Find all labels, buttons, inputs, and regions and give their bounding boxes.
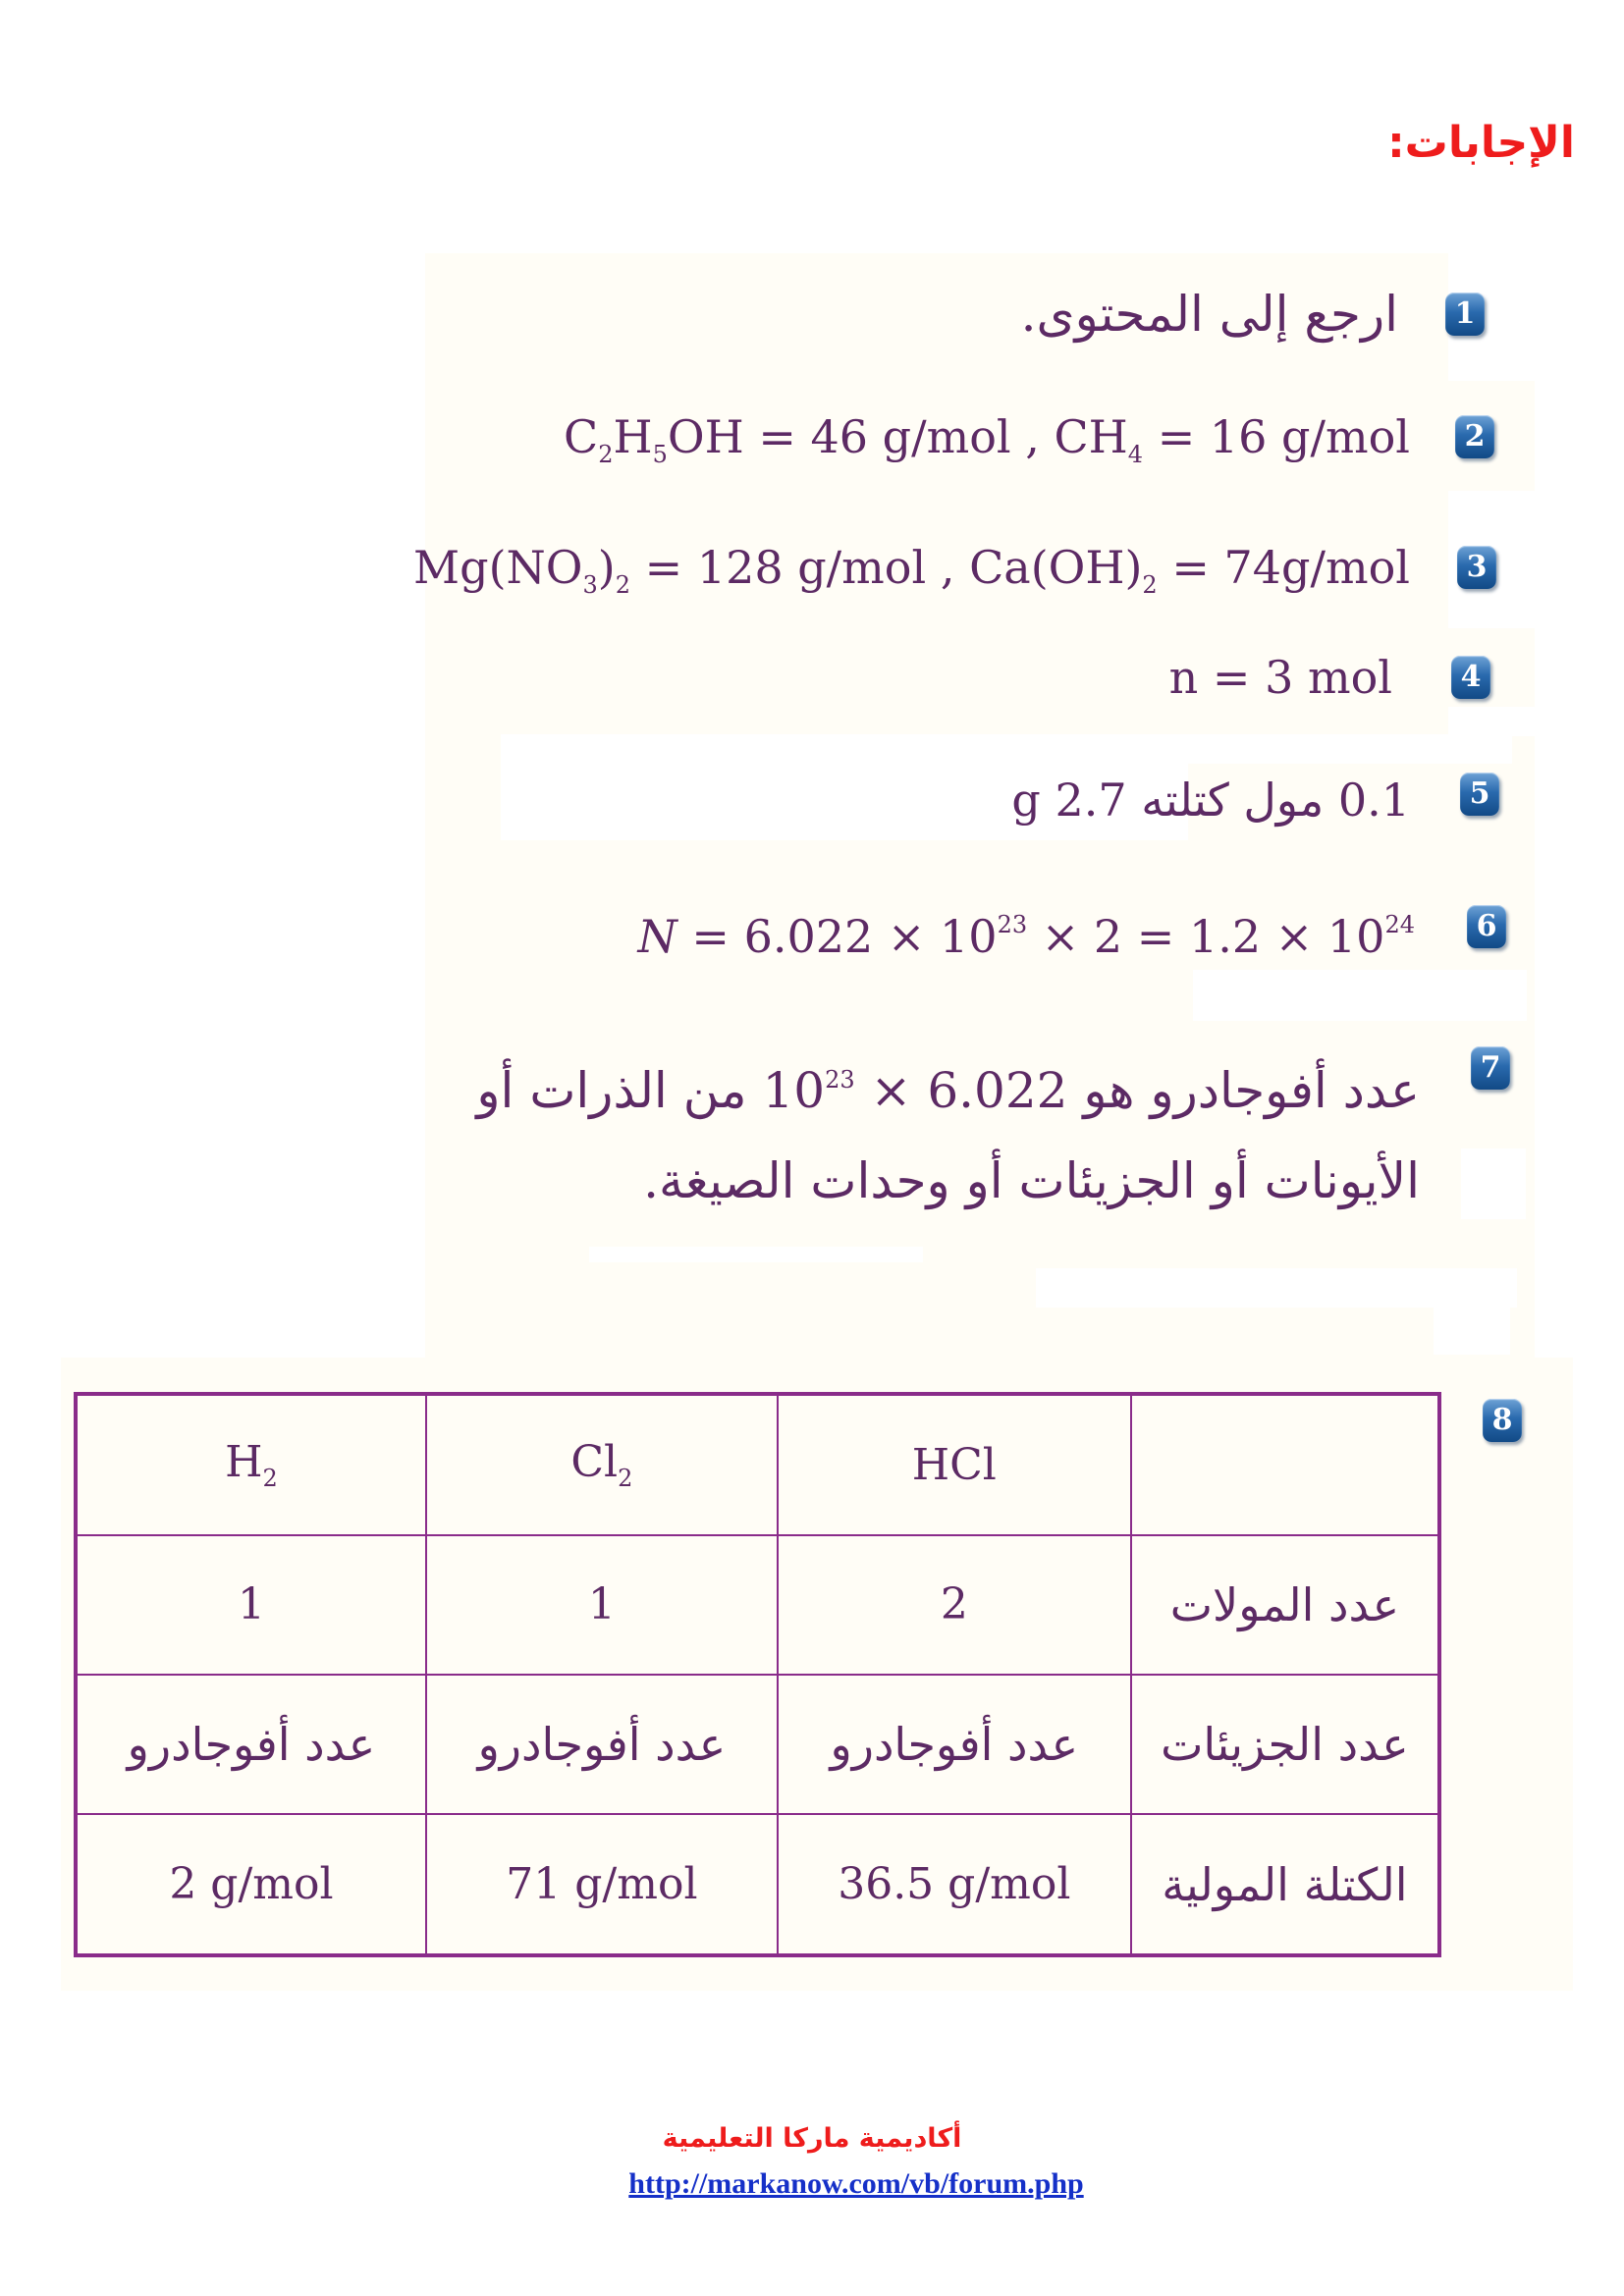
header-hcl: HCl xyxy=(778,1394,1131,1535)
answer-number-6: 6 xyxy=(1467,905,1506,948)
formula-part: = 16 g/mol xyxy=(1143,410,1410,463)
answer-number-1: 1 xyxy=(1445,293,1485,336)
answer-7-superscript: 23 xyxy=(825,1066,855,1094)
formula-part: OH = 46 g/mol , CH xyxy=(667,410,1128,463)
answer-7-part: من الذرات أو xyxy=(476,1062,763,1119)
formula-part: = 74g/mol xyxy=(1157,541,1410,594)
header-h2-subscript: 2 xyxy=(262,1465,278,1493)
cell-h2: 1 xyxy=(76,1535,426,1675)
formula-part: × 2 = 1.2 × 10 xyxy=(1027,910,1385,963)
cell-hcl: 2 xyxy=(778,1535,1131,1675)
answer-number-3: 3 xyxy=(1457,546,1496,589)
scan-artifact xyxy=(1193,970,1527,1021)
answer-number-2: 2 xyxy=(1455,415,1494,458)
scan-artifact xyxy=(1461,1148,1526,1219)
formula-part: N xyxy=(637,910,677,963)
formula-subscript: 2 xyxy=(1142,571,1158,599)
row-label: عدد المولات xyxy=(1131,1535,1439,1675)
answer-7-part: عدد أفوجادرو هو 6.022 × 10 xyxy=(762,1062,1420,1119)
answer-number-5: 5 xyxy=(1460,773,1499,816)
scan-artifact xyxy=(589,1247,923,1262)
formula-part: ) xyxy=(597,541,616,594)
formula-superscript: 24 xyxy=(1384,911,1415,938)
formula-part: C xyxy=(563,410,599,463)
formula-subscript: 2 xyxy=(598,441,614,468)
formula-part: H xyxy=(613,410,653,463)
table-row xyxy=(76,1535,1439,1675)
table-header-row xyxy=(76,1394,1439,1535)
cell-cl2: عدد أفوجادرو xyxy=(426,1675,778,1814)
answer-4-text: n = 3 mol xyxy=(1168,651,1392,704)
scan-artifact xyxy=(1448,707,1542,736)
footer-academy-name: أكاديمية ماركا التعليمية xyxy=(662,2123,962,2154)
answer-7-line-1 xyxy=(476,1050,1420,1120)
row-label: الكتلة المولية xyxy=(1131,1814,1439,1955)
answer-number-7: 7 xyxy=(1471,1046,1510,1090)
page-heading: الإجابات: xyxy=(1387,118,1575,168)
answer-3-formula xyxy=(413,538,1410,614)
table-row xyxy=(76,1814,1439,1955)
cell-hcl: عدد أفوجادرو xyxy=(778,1675,1131,1814)
cell-hcl: 36.5 g/mol xyxy=(778,1814,1131,1955)
cell-cl2: 71 g/mol xyxy=(426,1814,778,1955)
header-h2 xyxy=(76,1394,426,1535)
cell-cl2: 1 xyxy=(426,1535,778,1675)
formula-subscript: 2 xyxy=(615,571,631,599)
answer-5-text: 0.1 مول كتلته 2.7 g xyxy=(1011,774,1410,827)
formula-part: = 6.022 × 10 xyxy=(677,910,998,963)
cell-h2: عدد أفوجادرو xyxy=(76,1675,426,1814)
header-cl2-symbol: Cl xyxy=(570,1437,619,1488)
header-blank xyxy=(1131,1394,1439,1535)
footer-forum-link[interactable]: http://markanow.com/vb/forum.php xyxy=(628,2167,1084,2200)
header-cl2-subscript: 2 xyxy=(618,1465,633,1493)
formula-subscript: 5 xyxy=(652,441,668,468)
answer-number-4: 4 xyxy=(1451,656,1490,699)
scan-artifact xyxy=(1188,734,1512,764)
formula-part: Mg(NO xyxy=(413,541,583,594)
row-label: عدد الجزيئات xyxy=(1131,1675,1439,1814)
answer-number-8: 8 xyxy=(1483,1399,1522,1442)
molar-data-table xyxy=(74,1392,1441,1957)
answer-6-formula xyxy=(638,895,1415,966)
answer-7-line-2: الأيونات أو الجزيئات أو وحدات الصيغة. xyxy=(643,1152,1420,1209)
scan-artifact xyxy=(1434,1281,1510,1355)
formula-part: = 128 g/mol , Ca(OH) xyxy=(630,541,1143,594)
formula-superscript: 23 xyxy=(997,911,1028,938)
header-h2-symbol: H xyxy=(225,1437,263,1488)
table-row xyxy=(76,1675,1439,1814)
answer-2-formula xyxy=(564,407,1410,484)
cell-h2: 2 g/mol xyxy=(76,1814,426,1955)
formula-subscript: 3 xyxy=(582,571,598,599)
answer-1-text: ارجع إلى المحتوى. xyxy=(1020,286,1398,343)
header-cl2 xyxy=(426,1394,778,1535)
formula-subscript: 4 xyxy=(1127,441,1144,468)
